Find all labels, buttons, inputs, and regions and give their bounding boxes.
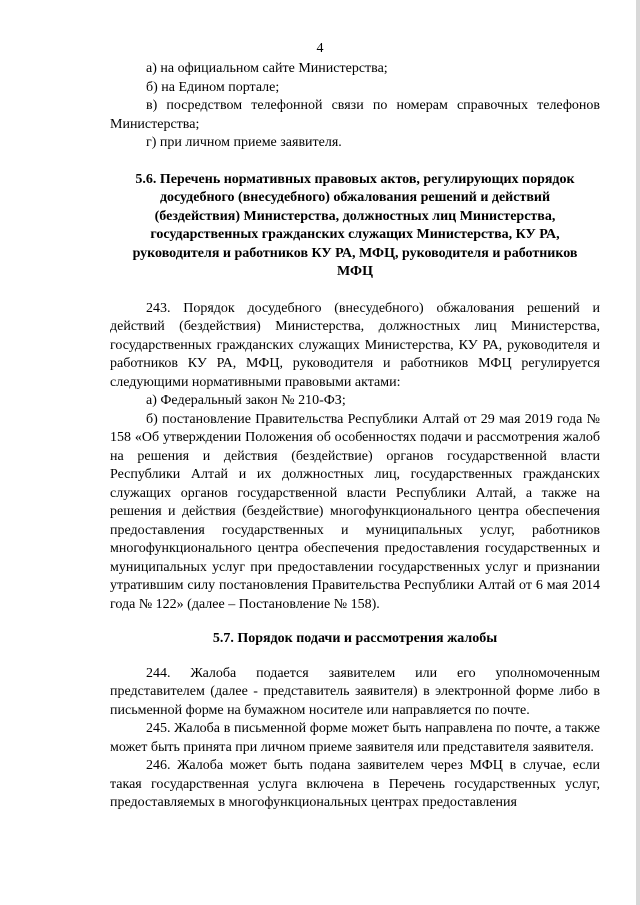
- section-5-6-heading: 5.6. Перечень нормативных правовых актов, регулирующих порядок досудебного (внесудебного) обжалования решений и действий (бездействия) Министерства, должностных лиц Министерства, государственных гражданских служащих Министерства, КУ РА, руководителя и работников КУ РА, МФЦ, руководителя и работников МФЦ: [132, 171, 578, 279]
- list-item-a-website: а) на официальном сайте Министерства;: [146, 61, 388, 76]
- list-item-d-personal: г) при личном приеме заявителя.: [146, 135, 342, 150]
- list-item-resolution-158: б) постановление Правительства Республики Алтай от 29 мая 2019 года № 158 «Об утверждении Положения об особенностях подачи и рассмотрения жалоб на решения и действия (бездействие) органов государственной власти Республики Алтай и их должностных лиц, государственных гражданских служащих органов государственной власти Республики Алтай, а также на решения и действия (бездействие) многофункционального центра обеспечения предоставления государственных и муниципальных услуг, работников многофункционального центра обеспечения предоставления государственных и муниципальных услуг при предоставлении государственных услуг и признании утратившим силу постановления Правительства Республики Алтай от 6 мая 2014 года № 122» (далее – Постановление № 158).: [110, 411, 600, 612]
- list-item-federal-law: а) Федеральный закон № 210-ФЗ;: [146, 393, 346, 408]
- list-item-b-portal: б) на Едином портале;: [146, 79, 280, 95]
- page-edge-shadow: [636, 0, 640, 905]
- page-number: 4: [316, 41, 324, 56]
- section-5-7-heading: 5.7. Порядок подачи и рассмотрения жалобы: [212, 631, 498, 646]
- paragraph-245: 245. Жалоба в письменной форме может быть направлена по почте, а также может быть принята при личном приеме заявителя или представителя заявителя.: [110, 721, 600, 755]
- list-item-c-phone: в) посредством телефонной связи по номерам справочных телефонов Министерства;: [110, 98, 600, 132]
- paragraph-243: 243. Порядок досудебного (внесудебного) обжалования решений и действий (бездействия) Министерства, должностных лиц Министерства, государственных гражданских служащих Министерства, КУ РА, руководителя и работников КУ РА, МФЦ, руководителя и работников МФЦ регулируется следующими нормативными правовыми актами:: [110, 300, 600, 390]
- paragraph-244: 244. Жалоба подается заявителем или его уполномоченным представителем (далее - представитель заявителя) в электронной форме либо в письменной форме на бумажном носителе или направляется по почте.: [110, 665, 600, 718]
- paragraph-246: 246. Жалоба может быть подана заявителем через МФЦ в случае, если такая государственная услуга включена в Перечень государственных услуг, предоставляемых в многофункциональных центрах предоставления: [110, 758, 600, 810]
- document-body: [110, 60, 600, 813]
